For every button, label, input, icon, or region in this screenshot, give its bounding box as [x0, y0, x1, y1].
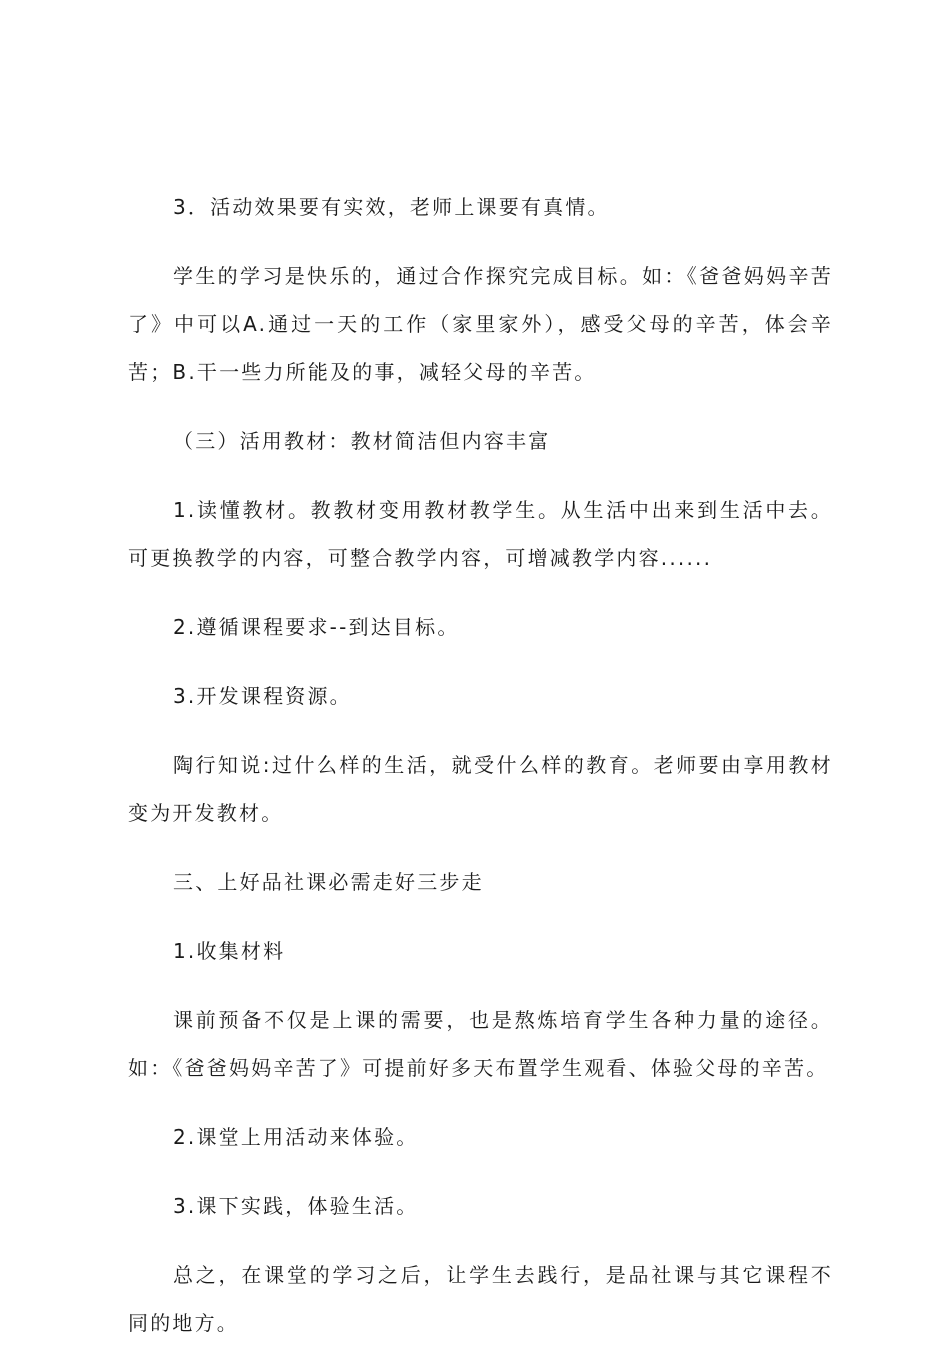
paragraph-tao-xingzhi-quote: 陶行知说:过什么样的生活，就受什么样的教育。老师要由享用教材变为开发教材。 — [128, 753, 833, 825]
paragraph-learning-example: 学生的学习是快乐的，通过合作探究完成目标。如：《爸爸妈妈辛苦了》中可以A.通过一天的工作（家里家外），感受父母的辛苦，体会辛苦；B.干一些力所能及的事，减轻父母的辛苦。 — [128, 264, 833, 384]
document-body — [128, 183, 833, 1368]
section-heading-textbook: （三）活用教材：教材简洁但内容丰富 — [173, 429, 551, 453]
paragraph-classroom-activities: 2.课堂上用活动来体验。 — [173, 1125, 419, 1149]
paragraph-conclusion: 总之，在课堂的学习之后，让学生去践行，是品社课与其它课程不同的地方。 — [128, 1263, 833, 1335]
paragraph-follow-requirements: 2.遵循课程要求--到达目标。 — [173, 615, 460, 639]
paragraph-develop-resources: 3.开发课程资源。 — [173, 684, 352, 708]
paragraph-collect-materials: 1.收集材料 — [173, 939, 286, 963]
paragraph-read-textbook: 1.读懂教材。教教材变用教材教学生。从生活中出来到生活中去。可更换教学的内容，可整合教学内容，可增减教学内容...... — [128, 498, 833, 570]
section-heading-three-steps: 三、上好品社课必需走好三步走 — [173, 870, 484, 894]
paragraph-activity-effect: 3．活动效果要有实效，老师上课要有真情。 — [173, 195, 610, 219]
paragraph-after-class-practice: 3.课下实践，体验生活。 — [173, 1194, 419, 1218]
paragraph-preparation: 课前预备不仅是上课的需要，也是熬炼培育学生各种力量的途径。如：《爸爸妈妈辛苦了》可提前好多天布置学生观看、体验父母的辛苦。 — [128, 1008, 833, 1080]
